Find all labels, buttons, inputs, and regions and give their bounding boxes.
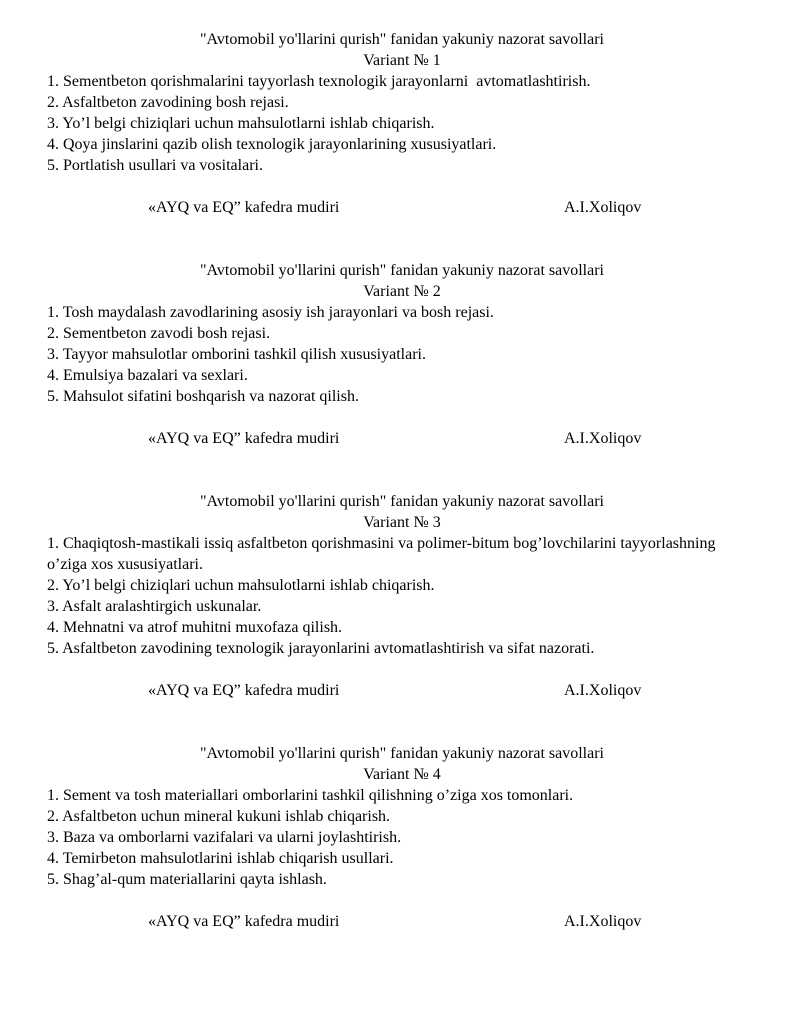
- signature-name: A.I.Xoliqov: [564, 199, 642, 216]
- question-item: 4. Temirbeton mahsulotlarini ishlab chiqarish usullari.: [47, 850, 394, 867]
- question-item: 1. Tosh maydalash zavodlarining asosiy ish jarayonlari va bosh rejasi.: [47, 304, 494, 321]
- variant-title: "Avtomobil yo'llarini qurish" fanidan yakuniy nazorat savollari: [200, 262, 604, 279]
- question-list: [47, 71, 757, 176]
- variant-title: "Avtomobil yo'llarini qurish" fanidan yakuniy nazorat savollari: [200, 31, 604, 48]
- signature-row: [47, 680, 757, 701]
- signature-row: [47, 428, 757, 449]
- question-item: 2. Yo’l belgi chiziqlari uchun mahsulotlarni ishlab chiqarish.: [47, 577, 435, 594]
- variant-3-section: [47, 491, 757, 701]
- variant-1-section: [47, 29, 757, 218]
- question-item: 3. Asfalt aralashtirgich uskunalar.: [47, 598, 262, 615]
- signature-role: «AYQ va EQ” kafedra mudiri: [148, 199, 340, 216]
- question-item: 2. Asfaltbeton uchun mineral kukuni ishlab chiqarish.: [47, 808, 391, 825]
- question-item: 5. Shag’al-qum materiallarini qayta ishlash.: [47, 871, 327, 888]
- signature-row: [47, 911, 757, 932]
- variant-2-section: [47, 260, 757, 449]
- question-item: 5. Asfaltbeton zavodining texnologik jarayonlarini avtomatlashtirish va sifat nazorati.: [47, 640, 595, 657]
- question-item: 3. Yo’l belgi chiziqlari uchun mahsulotlarni ishlab chiqarish.: [47, 115, 435, 132]
- question-item: 4. Emulsiya bazalari va sexlari.: [47, 367, 248, 384]
- question-item: 1. Sementbeton qorishmalarini tayyorlash texnologik jarayonlarni avtomatlashtirish.: [47, 73, 591, 90]
- question-item: 2. Sementbeton zavodi bosh rejasi.: [47, 325, 271, 342]
- variant-number: Variant № 1: [363, 52, 441, 69]
- variant-number: Variant № 3: [363, 514, 441, 531]
- question-item: 4. Mehnatni va atrof muhitni muxofaza qilish.: [47, 619, 343, 636]
- question-item: 4. Qoya jinslarini qazib olish texnologik jarayonlarining xususiyatlari.: [47, 136, 497, 153]
- question-list: [47, 785, 757, 890]
- question-item: 3. Baza va omborlarni vazifalari va ularni joylashtirish.: [47, 829, 402, 846]
- question-item: 1. Chaqiqtosh-mastikali issiq asfaltbeton qorishmasini va polimer-bitum bog’lovchilarini tayyorlashning o’ziga xos xususiyatlari.: [47, 535, 720, 573]
- signature-role: «AYQ va EQ” kafedra mudiri: [148, 913, 340, 930]
- variant-title: "Avtomobil yo'llarini qurish" fanidan yakuniy nazorat savollari: [200, 493, 604, 510]
- signature-role: «AYQ va EQ” kafedra mudiri: [148, 682, 340, 699]
- question-list: [47, 302, 757, 407]
- question-list: [47, 533, 757, 659]
- signature-name: A.I.Xoliqov: [564, 682, 642, 699]
- question-item: 5. Mahsulot sifatini boshqarish va nazorat qilish.: [47, 388, 359, 405]
- variant-number: Variant № 4: [363, 766, 441, 783]
- variant-title: "Avtomobil yo'llarini qurish" fanidan yakuniy nazorat savollari: [200, 745, 604, 762]
- question-item: 3. Tayyor mahsulotlar omborini tashkil qilish xususiyatlari.: [47, 346, 426, 363]
- question-item: 5. Portlatish usullari va vositalari.: [47, 157, 263, 174]
- signature-name: A.I.Xoliqov: [564, 913, 642, 930]
- variant-number: Variant № 2: [363, 283, 441, 300]
- question-item: 2. Asfaltbeton zavodining bosh rejasi.: [47, 94, 289, 111]
- signature-name: A.I.Xoliqov: [564, 430, 642, 447]
- question-item: 1. Sement va tosh materiallari omborlarini tashkil qilishning o’ziga xos tomonlari.: [47, 787, 574, 804]
- signature-role: «AYQ va EQ” kafedra mudiri: [148, 430, 340, 447]
- signature-row: [47, 197, 757, 218]
- variant-4-section: [47, 743, 757, 932]
